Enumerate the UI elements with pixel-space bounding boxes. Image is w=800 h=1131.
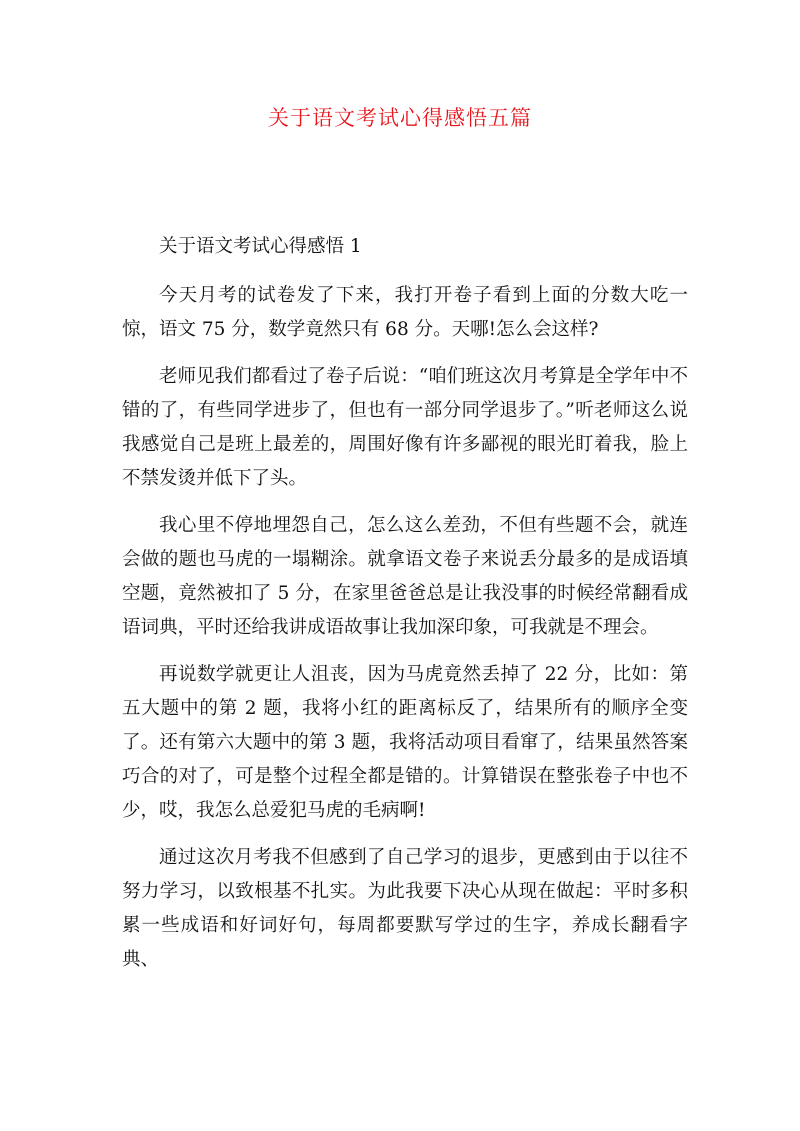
paragraph-4: 再说数学就更让人沮丧，因为马虎竟然丢掉了 22 分，比如：第五大题中的第 2 题，我将小红的距离标反了，结果所有的顺序全变了。还有第六大题中的第 3 题，我将活动项目看窜了，结果虽然答案巧合的对了，可是整个过程全都是错的。计算错误在整张卷子中也不少，哎，我怎么总爱犯马虎的毛病啊! xyxy=(122,664,688,821)
document-title: 关于语文考试心得感悟五篇 xyxy=(268,106,532,130)
paragraph-2: 老师见我们都看过了卷子后说：“咱们班这次月考算是全学年中不错的了，有些同学进步了，但也有一部分同学退步了。”听老师这么说我感觉自己是班上最差的，周围好像有许多鄙视的眼光盯着我，脸上不禁发烫并低下了头。 xyxy=(122,366,688,489)
paragraph-5: 通过这次月考我不但感到了自己学习的退步，更感到由于以往不努力学习，以致根基不扎实。为此我要下决心从现在做起：平时多积累一些成语和好词好句，每周都要默写学过的生字，养成长翻看字典、 xyxy=(122,847,688,970)
section-heading: 关于语文考试心得感悟 1 xyxy=(159,236,362,257)
paragraph-1: 今天月考的试卷发了下来，我打开卷子看到上面的分数大吃一惊，语文 75 分，数学竟然只有 68 分。天哪!怎么会这样? xyxy=(122,285,688,340)
document-body xyxy=(122,230,688,990)
paragraph-3: 我心里不停地埋怨自己，怎么这么差劲，不但有些题不会，就连会做的题也马虎的一塌糊涂。就拿语文卷子来说丢分最多的是成语填空题，竟然被扣了 5 分，在家里爸爸总是让我没事的时候经常翻看成语词典，平时还给我讲成语故事让我加深印象，可我就是不理会。 xyxy=(122,515,688,638)
